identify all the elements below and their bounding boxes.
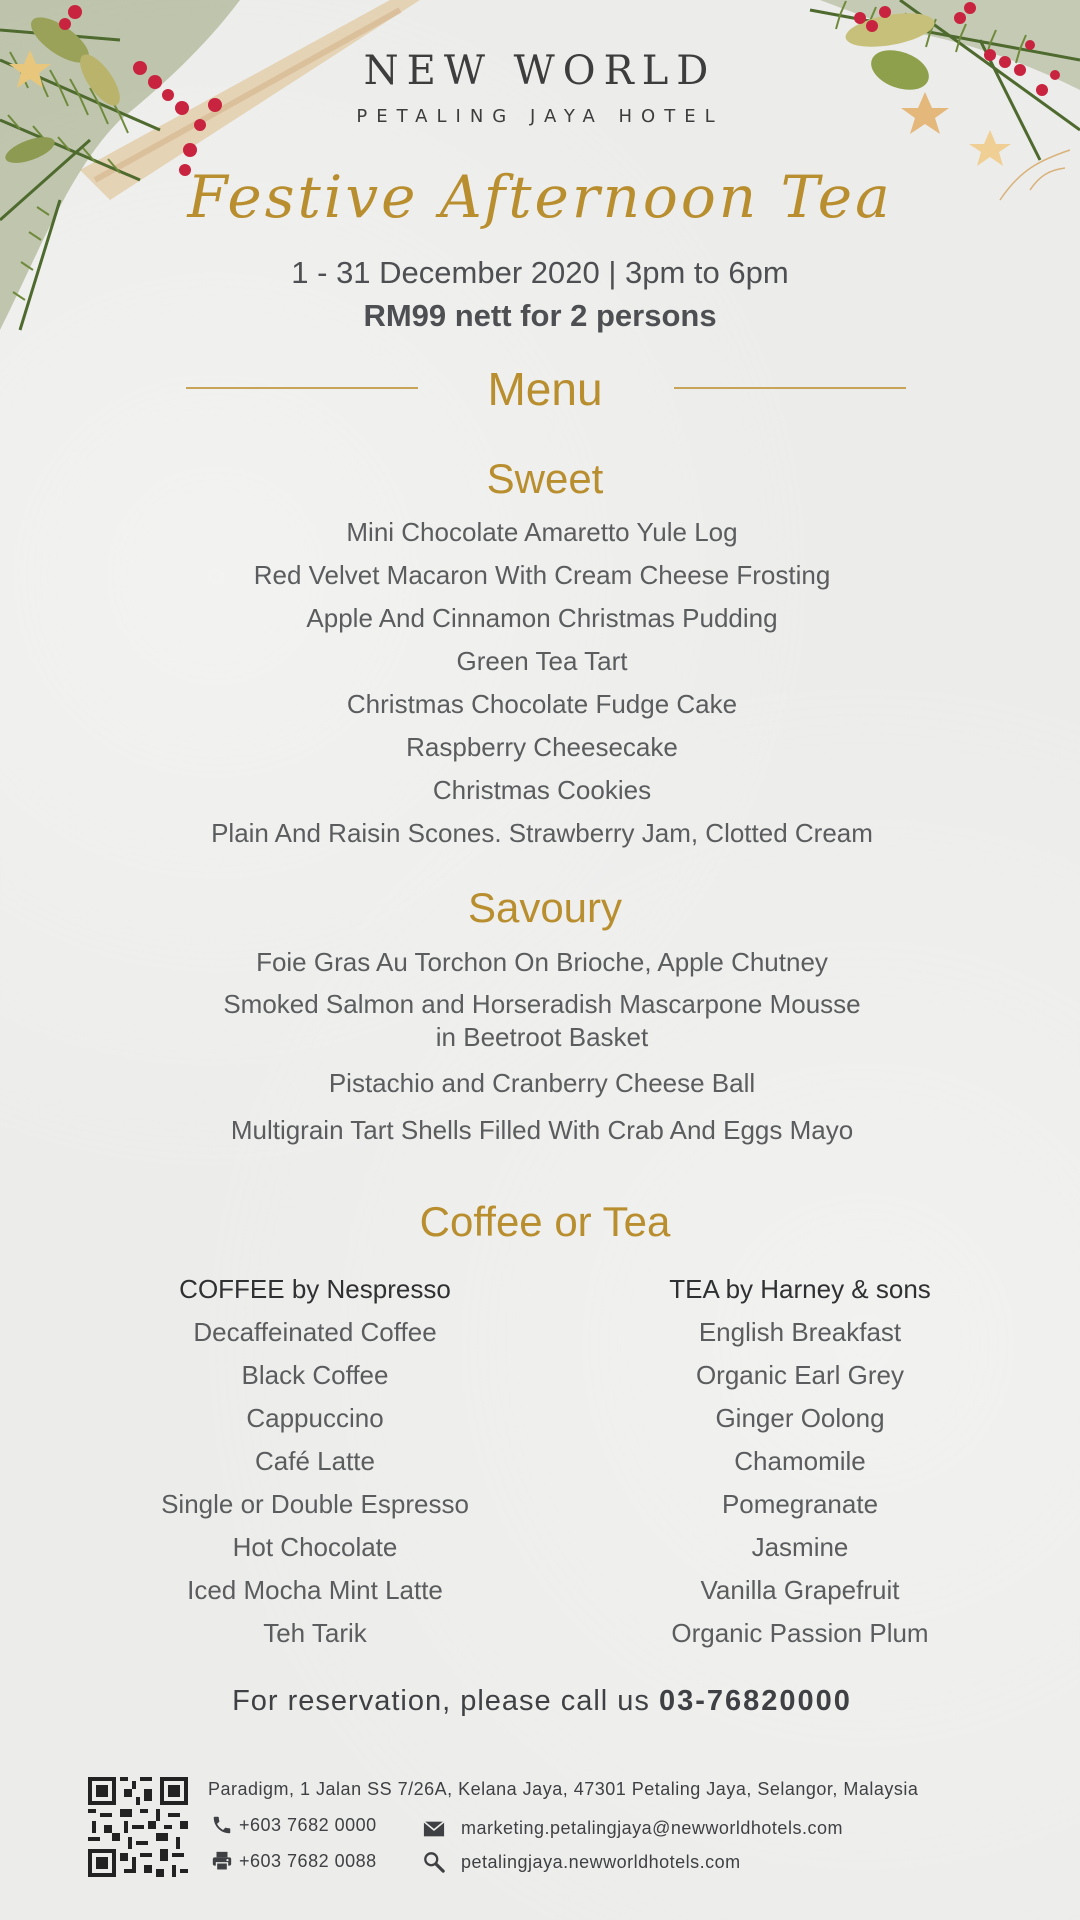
- list-item: Chamomile: [734, 1446, 866, 1476]
- sweet-list: [0, 511, 1080, 855]
- phone-icon: [211, 1814, 233, 1836]
- list-item: Cappuccino: [246, 1403, 384, 1433]
- savoury-heading: Savoury: [467, 884, 623, 931]
- phone-number-link[interactable]: +603 7682 0000: [239, 1815, 377, 1835]
- list-item: Ginger Oolong: [715, 1403, 885, 1433]
- divider-line-right: [674, 387, 906, 389]
- qr-code[interactable]: [88, 1777, 188, 1877]
- list-item: Mini Chocolate Amaretto Yule Log: [346, 517, 738, 547]
- coffee-header: COFFEE by Nespresso: [179, 1274, 451, 1304]
- list-item: Pomegranate: [721, 1489, 879, 1519]
- list-item: Vanilla Grapefruit: [700, 1575, 900, 1605]
- list-item: Black Coffee: [241, 1360, 389, 1390]
- hotel-address: Paradigm, 1 Jalan SS 7/26A, Kelana Jaya, 47301 Petaling Jaya, Selangor, Malaysia: [208, 1779, 919, 1799]
- tea-column: [590, 1268, 1010, 1655]
- search-icon: [423, 1851, 445, 1873]
- list-item: Café Latte: [255, 1446, 375, 1476]
- list-item-line: Smoked Salmon and Horseradish Mascarpone Mousse: [223, 989, 861, 1019]
- list-item: English Breakfast: [698, 1317, 902, 1347]
- list-item: Organic Passion Plum: [671, 1618, 929, 1648]
- list-item: Apple And Cinnamon Christmas Pudding: [306, 603, 778, 633]
- list-item: Multigrain Tart Shells Filled With Crab And Eggs Mayo: [230, 1115, 854, 1145]
- list-item: Foie Gras Au Torchon On Brioche, Apple Chutney: [256, 947, 828, 977]
- coffee-column: [105, 1268, 525, 1655]
- menu-title: Menu: [487, 363, 603, 415]
- list-item: Iced Mocha Mint Latte: [187, 1575, 443, 1605]
- mail-icon: [423, 1818, 445, 1840]
- reservation-line: [0, 1685, 1080, 1718]
- list-item: Red Velvet Macaron With Cream Cheese Frosting: [253, 560, 831, 590]
- list-item: Raspberry Cheesecake: [406, 732, 678, 762]
- email-link[interactable]: marketing.petalingjaya@newworldhotels.com: [461, 1818, 843, 1838]
- list-item: Christmas Cookies: [432, 775, 652, 805]
- savoury-list: [0, 941, 1080, 1154]
- list-item: Teh Tarik: [263, 1618, 367, 1648]
- reservation-text: For reservation, please call us: [232, 1685, 659, 1717]
- event-dates: 1 - 31 December 2020 | 3pm to 6pm: [291, 255, 789, 290]
- list-item: Plain And Raisin Scones. Strawberry Jam, Clotted Cream: [211, 818, 873, 848]
- list-item: Single or Double Espresso: [161, 1489, 469, 1519]
- list-item: Pistachio and Cranberry Cheese Ball: [328, 1068, 756, 1098]
- hotel-brand-name: NEW WORLD: [363, 48, 717, 94]
- list-item: Green Tea Tart: [456, 646, 628, 676]
- event-price: RM99 nett for 2 persons: [363, 298, 717, 333]
- list-item: Decaffeinated Coffee: [193, 1317, 437, 1347]
- menu-heading-row: [0, 362, 1080, 418]
- fax-icon: [211, 1850, 233, 1872]
- website-link[interactable]: petalingjaya.newworldhotels.com: [461, 1852, 741, 1872]
- list-item-line: in Beetroot Basket: [435, 1022, 649, 1052]
- list-item: [0, 984, 1080, 1060]
- list-item: Hot Chocolate: [232, 1532, 398, 1562]
- fax-number: +603 7682 0088: [239, 1851, 377, 1871]
- hotel-location: PETALING JAYA HOTEL: [356, 106, 724, 127]
- drinks-heading: Coffee or Tea: [419, 1198, 671, 1245]
- sweet-heading: Sweet: [486, 455, 604, 502]
- tea-header: TEA by Harney & sons: [669, 1274, 931, 1304]
- event-title: Festive Afternoon Tea: [187, 163, 893, 231]
- list-item: Christmas Chocolate Fudge Cake: [346, 689, 738, 719]
- list-item: Jasmine: [751, 1532, 849, 1562]
- list-item: Organic Earl Grey: [695, 1360, 905, 1390]
- reservation-phone-link[interactable]: 03-76820000: [658, 1685, 852, 1717]
